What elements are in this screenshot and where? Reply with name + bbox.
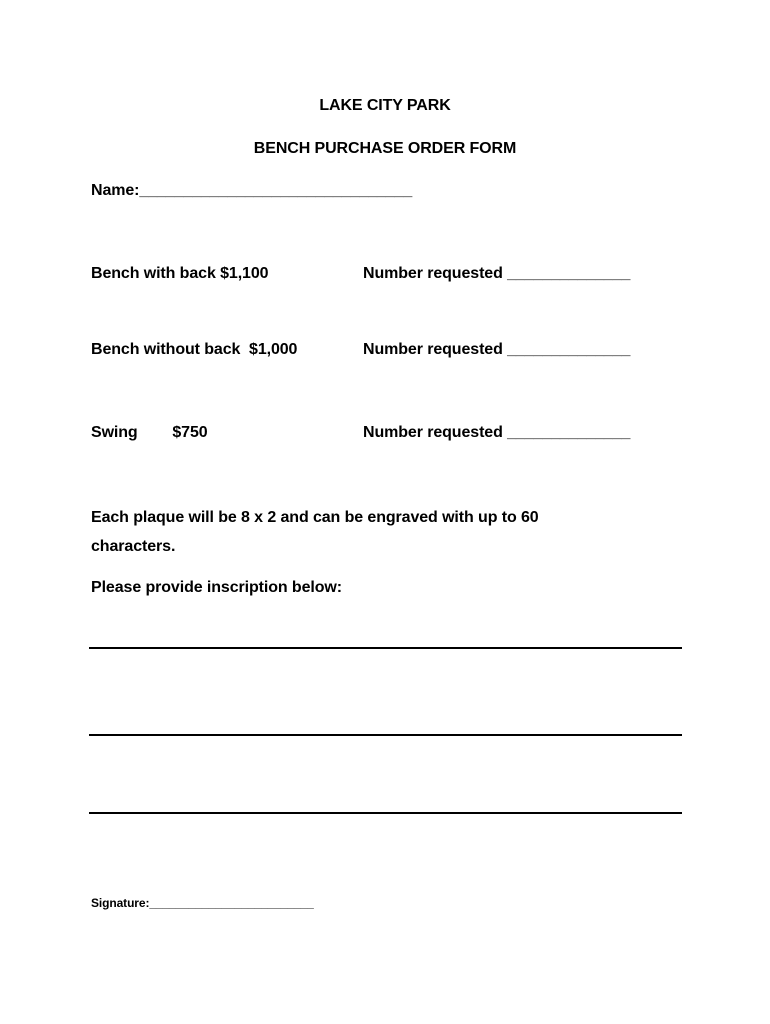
plaque-info-line-1: Each plaque will be 8 x 2 and can be engraved with up to 60 — [91, 509, 539, 526]
inscription-line-3[interactable] — [89, 812, 682, 814]
item-label-swing: Swing $750 — [91, 424, 208, 441]
name-field[interactable]: Name:_______________________________ — [91, 182, 413, 199]
number-requested-bench-with-back[interactable]: Number requested ______________ — [363, 265, 631, 282]
signature-field[interactable]: Signature:_________________________ — [91, 896, 314, 910]
plaque-info-line-2: characters. — [91, 538, 176, 555]
item-label-bench-without-back: Bench without back $1,000 — [91, 341, 298, 358]
number-requested-swing[interactable]: Number requested ______________ — [363, 424, 631, 441]
inscription-line-2[interactable] — [89, 734, 682, 736]
inscription-line-1[interactable] — [89, 647, 682, 649]
inscription-prompt: Please provide inscription below: — [91, 579, 342, 596]
park-title: LAKE CITY PARK — [319, 97, 451, 114]
item-label-bench-with-back: Bench with back $1,100 — [91, 265, 269, 282]
form-title: BENCH PURCHASE ORDER FORM — [253, 140, 517, 157]
number-requested-bench-without-back[interactable]: Number requested ______________ — [363, 341, 631, 358]
